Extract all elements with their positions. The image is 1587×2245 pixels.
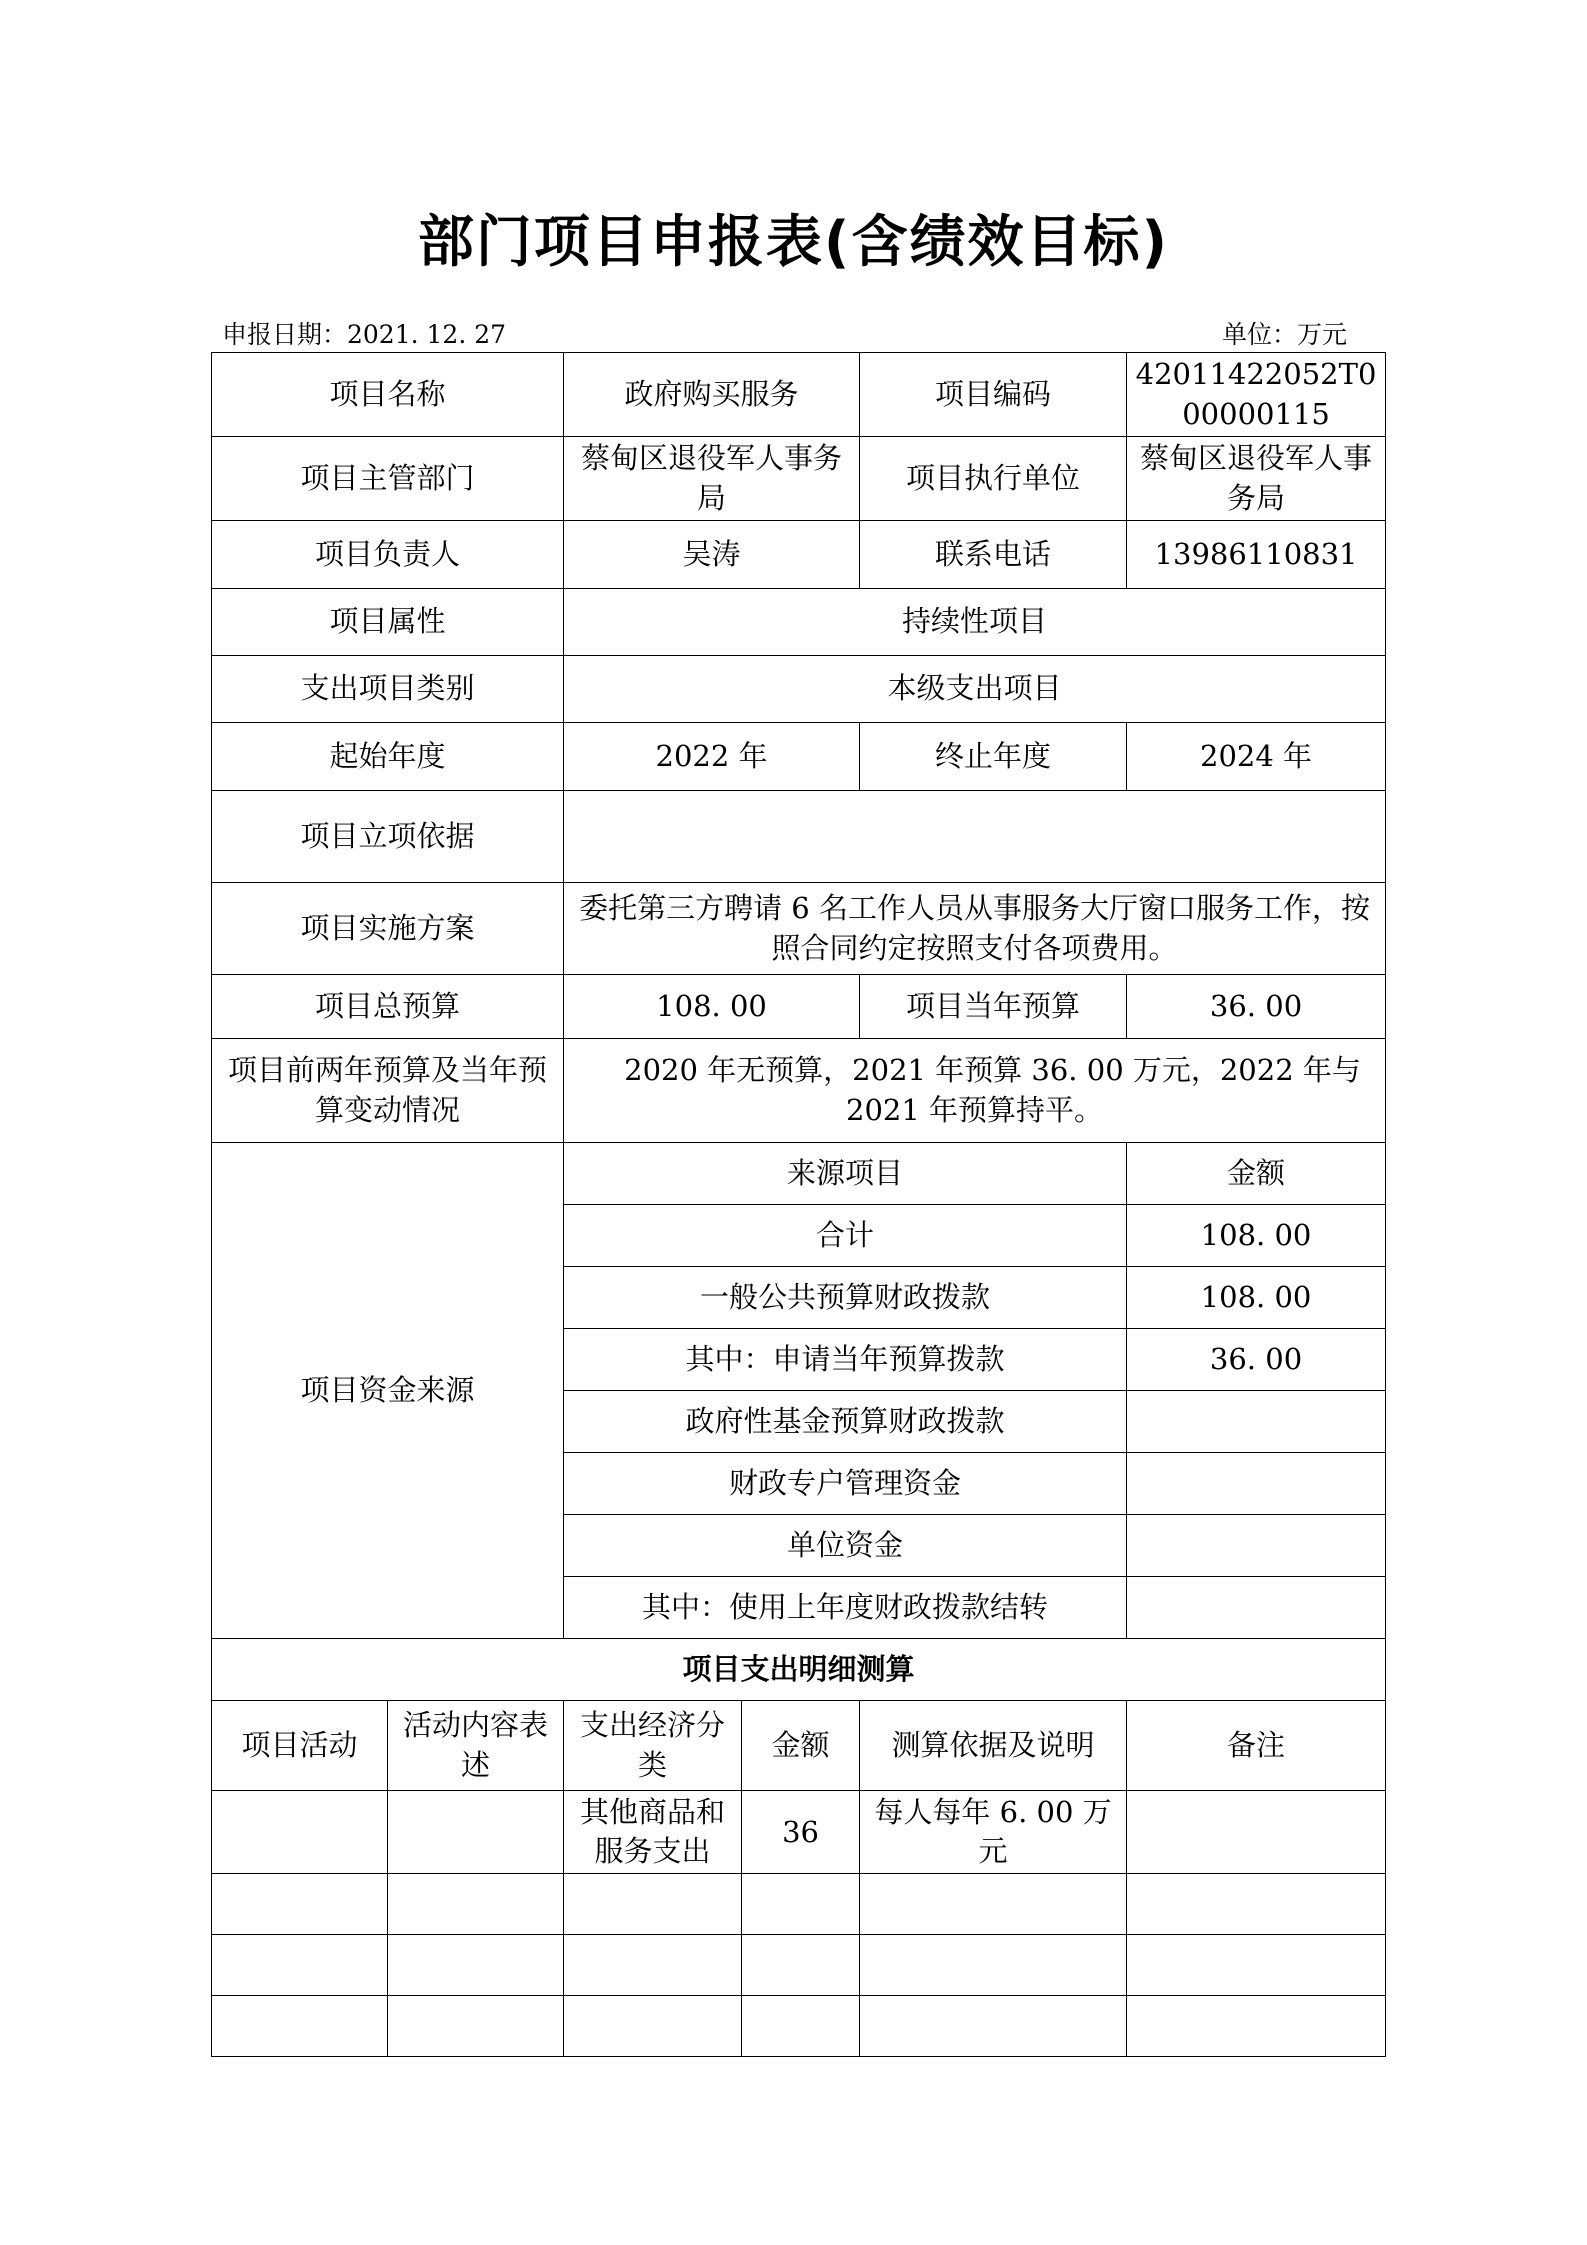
start-year-value: 2022 年: [564, 723, 860, 791]
funding-row-amount: [1127, 1453, 1386, 1515]
detail-cell: [742, 1874, 860, 1935]
total-budget-label: 项目总预算: [212, 975, 564, 1039]
basis-value: [564, 791, 1386, 883]
leader-label: 项目负责人: [212, 521, 564, 589]
exec-unit-value: 蔡甸区退役军人事务局: [1127, 437, 1386, 521]
detail-section-title: 项目支出明细测算: [212, 1639, 1386, 1701]
detail-cell: [388, 1996, 564, 2057]
detail-header-row: [212, 1701, 1386, 1791]
project-code-label: 项目编码: [860, 353, 1127, 437]
detail-cell: [742, 1935, 860, 1996]
plan-value: 委托第三方聘请 6 名工作人员从事服务大厅窗口服务工作，按照合同约定按照支付各项费用。: [564, 883, 1386, 975]
detail-header-cell: 项目活动: [212, 1701, 388, 1791]
detail-cell: [212, 1996, 388, 2057]
detail-header-cell: 测算依据及说明: [860, 1701, 1127, 1791]
detail-cell: [212, 1874, 388, 1935]
attr-label: 项目属性: [212, 589, 564, 656]
funding-row-amount: [1127, 1515, 1386, 1577]
leader-value: 吴涛: [564, 521, 860, 589]
funding-row-amount: 36. 00: [1127, 1329, 1386, 1391]
phone-value: 13986110831: [1127, 521, 1386, 589]
funding-row-name: 其中：使用上年度财政拨款结转: [564, 1577, 1127, 1639]
detail-cell: [860, 1874, 1127, 1935]
project-name-value: 政府购买服务: [564, 353, 860, 437]
detail-header-cell: 备注: [1127, 1701, 1386, 1791]
detail-cell: [860, 1996, 1127, 2057]
detail-header-cell: 支出经济分类: [564, 1701, 742, 1791]
detail-row: [212, 1996, 1386, 2057]
funding-row-name: 财政专户管理资金: [564, 1453, 1127, 1515]
funding-label: 项目资金来源: [212, 1143, 564, 1639]
funding-row-name: 一般公共预算财政拨款: [564, 1267, 1127, 1329]
funding-row-name: 政府性基金预算财政拨款: [564, 1391, 1127, 1453]
start-year-label: 起始年度: [212, 723, 564, 791]
basis-label: 项目立项依据: [212, 791, 564, 883]
project-code-value: 42011422052T000000115: [1127, 353, 1386, 437]
currency-unit: 单位：万元: [1221, 320, 1347, 349]
funding-col-source: 来源项目: [564, 1143, 1127, 1205]
detail-header-cell: 金额: [742, 1701, 860, 1791]
detail-cell: [388, 1935, 564, 1996]
budget-change-label: 项目前两年预算及当年预算变动情况: [212, 1039, 564, 1143]
detail-cell: [1127, 1935, 1386, 1996]
detail-cell: [742, 1996, 860, 2057]
report-date: 申报日期：2021. 12. 27: [222, 320, 507, 349]
current-budget-value: 36. 00: [1127, 975, 1386, 1039]
detail-header-cell: 活动内容表述: [388, 1701, 564, 1791]
detail-cell: 36: [742, 1791, 860, 1874]
total-budget-value: 108. 00: [564, 975, 860, 1039]
funding-row-amount: 108. 00: [1127, 1205, 1386, 1267]
detail-row: [212, 1935, 1386, 1996]
project-name-label: 项目名称: [212, 353, 564, 437]
detail-cell: [1127, 1874, 1386, 1935]
category-value: 本级支出项目: [564, 656, 1386, 723]
plan-label: 项目实施方案: [212, 883, 564, 975]
detail-cell: [564, 1935, 742, 1996]
funding-row-amount: [1127, 1391, 1386, 1453]
detail-cell: [1127, 1791, 1386, 1874]
detail-cell: [388, 1874, 564, 1935]
funding-col-amount: 金额: [1127, 1143, 1386, 1205]
detail-row: [212, 1791, 1386, 1874]
detail-cell: [388, 1791, 564, 1874]
detail-cell: [564, 1996, 742, 2057]
funding-row-name: 单位资金: [564, 1515, 1127, 1577]
detail-cell: 每人每年 6. 00 万元: [860, 1791, 1127, 1874]
detail-cell: [564, 1874, 742, 1935]
attr-value: 持续性项目: [564, 589, 1386, 656]
end-year-label: 终止年度: [860, 723, 1127, 791]
dept-value: 蔡甸区退役军人事务局: [564, 437, 860, 521]
project-form-table: [211, 352, 1386, 2057]
current-budget-label: 项目当年预算: [860, 975, 1127, 1039]
phone-label: 联系电话: [860, 521, 1127, 589]
exec-unit-label: 项目执行单位: [860, 437, 1127, 521]
end-year-value: 2024 年: [1127, 723, 1386, 791]
detail-cell: [212, 1935, 388, 1996]
detail-cell: [1127, 1996, 1386, 2057]
detail-cell: [212, 1791, 388, 1874]
funding-row-amount: 108. 00: [1127, 1267, 1386, 1329]
detail-cell: [860, 1935, 1127, 1996]
detail-row: [212, 1874, 1386, 1935]
funding-row-name: 其中：申请当年预算拨款: [564, 1329, 1127, 1391]
dept-label: 项目主管部门: [212, 437, 564, 521]
budget-change-value: 2020 年无预算，2021 年预算 36. 00 万元，2022 年与 2021 年预算持平。: [564, 1039, 1386, 1143]
funding-row-name: 合计: [564, 1205, 1127, 1267]
category-label: 支出项目类别: [212, 656, 564, 723]
page-title: 部门项目申报表(含绩效目标): [417, 210, 1170, 275]
funding-row-amount: [1127, 1577, 1386, 1639]
detail-cell: 其他商品和服务支出: [564, 1791, 742, 1874]
